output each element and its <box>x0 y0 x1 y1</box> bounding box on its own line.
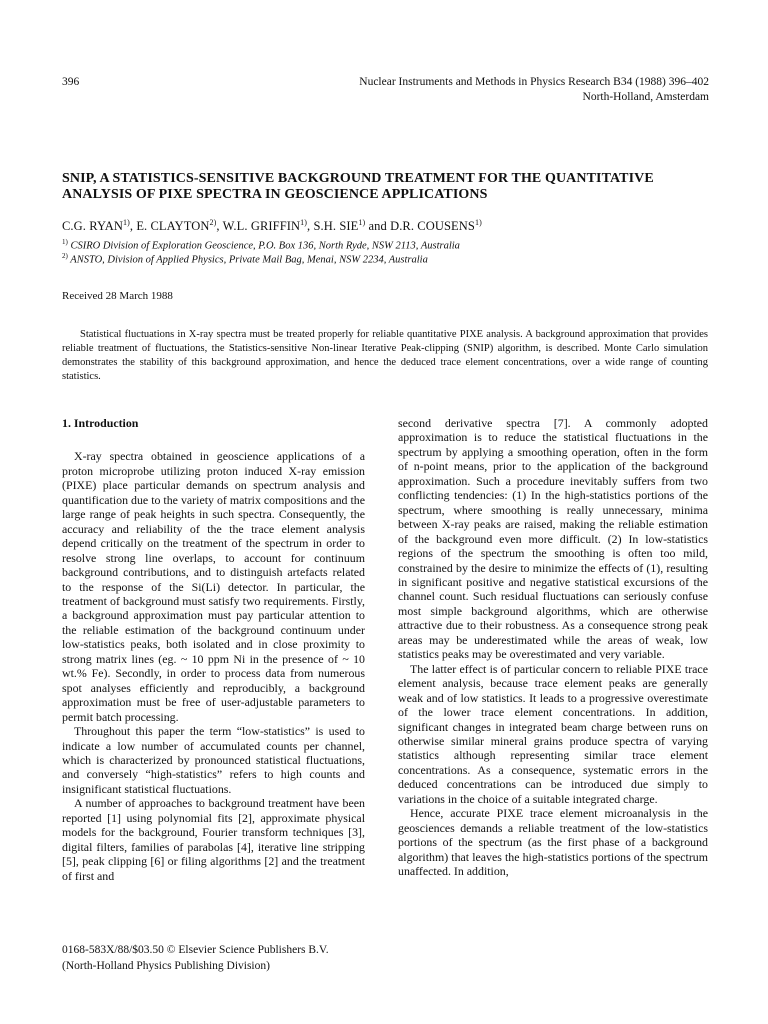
received-date: Received 28 March 1988 <box>62 290 173 302</box>
author-separator: , <box>129 219 137 234</box>
copyright-footer <box>62 942 329 974</box>
publisher-division: (North-Holland Physics Publishing Division) <box>62 960 270 972</box>
body-paragraph: Throughout this paper the term “low-statistics” is used to indicate a low number of accumulated counts per channel, which is characterized by pronounced statistical fluctuations, and conversely “high-statistics” refers to high counts and insignificant statistical fluctuations. <box>62 724 365 796</box>
body-paragraph: second derivative spectra [7]. A commonly adopted approximation is to reduce the statistical fluctuations in the spectrum by applying a smoothing operation, often in the form of n-point means, prior to the application of the background approximation. Such a procedure inevitably suffers from two conflicting tendencies: (1) In the high-statistics portions of the spectrum, where smoothing is really unnecessary, minima between X-ray peaks are raised, making the reliable estimation of the background even more difficult. (2) In low-statistics regions of the spectrum the smoothing is often too mild, constrained by the desire to minimize the effects of (1), resulting in significant positive and negative statistical excursions of the channel count. Such residual fluctuations can seriously confuse most simple background algorithms, which are otherwise attractive due to their robustness. As a consequence strong peak areas may be underestimated while the areas of weak, low statistics peaks may be overestimated and very variable. <box>398 416 708 662</box>
left-column <box>62 416 365 883</box>
body-paragraph: X-ray spectra obtained in geoscience applications of a proton microprobe utilizing proton induced X-ray emission (PIXE) place particular demands on spectrum analysis and quantification due to the variety of matrix compositions and the large range of peak heights in such spectra. Consequently, the accuracy and reliability of the the trace element analysis depend critically on the treatment of the spectrum in order to resolve strong line overlaps, to account for continuum background contributions, and to distinguish artefacts related to the response of the Si(Li) detector. In particular, the treatment of background must satisfy two requirements. Firstly, a background approximation must pay particular attention to the reliable estimation of the background continuum under low-statistics peaks, both isolated and in close proximity to strong matrix lines (eg. ~ 10 ppm Ni in the presence of ~ 10 wt.% Fe). Secondly, in order to process data from numerous spot analyses efficiently and reproducibly, a background approximation must be free of user-adjustable parameters to permit batch processing. <box>62 449 365 724</box>
body-paragraph: Hence, accurate PIXE trace element microanalysis in the geosciences demands a reliable treatment of the low-statistics portions of the spectrum (as the first phase of a background algorithm) that leaves the high-statistics portions of the spectrum unaffected. In addition, <box>398 806 708 879</box>
right-column <box>398 416 708 879</box>
author-affiliation-mark: 1) <box>358 218 366 227</box>
author: E. CLAYTON <box>136 219 210 234</box>
abstract: Statistical fluctuations in X-ray spectra must be treated properly for reliable quantitative PIXE analysis. A background approximation that provides reliable treatment of fluctuations, the Statistics-sensitive Non-linear Iterative Peak-clipping (SNIP) algorithm, is described. Monte Carlo simulation demonstrates the stability of this background approximation, and hence the deduced trace element concentrations, over a wide range of counting statistics. <box>62 329 708 382</box>
author-affiliation-mark: 1) <box>474 218 482 227</box>
body-paragraph: The latter effect is of particular concern to reliable PIXE trace element analysis, because trace element peaks are generally weak and of low statistics. It leads to a progressive overestimate of the lower trace element concentrations. In addition, significant changes in integrated beam charge between runs on otherwise similar mineral grains produce spectra of varying statistics although representing similar trace element concentrations. As a consequence, systematic errors in the deduced concentrations can be introduced due simply to variations in the choice of a suitable integrated charge. <box>398 661 708 806</box>
author-affiliation-mark: 1) <box>300 218 308 227</box>
page-number: 396 <box>62 76 80 88</box>
author: C.G. RYAN <box>62 219 123 234</box>
body-paragraph: A number of approaches to background treatment have been reported [1] using polynomial fits [2], approximate physical models for the background, Fourier transform techniques [3], digital filters, families of parabolas [4], iterative line stripping [5], peak clipping [6] or filing algorithms [2] and the treatment of first and <box>62 796 365 883</box>
affiliation-mark: 2) <box>62 252 68 260</box>
section-heading: 1. Introduction <box>62 416 139 430</box>
copyright-line: 0168-583X/88/$03.50 © Elsevier Science Publishers B.V. <box>62 944 329 956</box>
author-separator: , <box>307 219 314 234</box>
affiliation-text: CSIRO Division of Exploration Geoscience, P.O. Box 136, North Ryde, NSW 2113, Australia <box>70 240 460 252</box>
paper-title: SNIP, A STATISTICS-SENSITIVE BACKGROUND TREATMENT FOR THE QUANTITATIVE ANALYSIS OF PIXE SPECTRA IN GEOSCIENCE APPLICATIONS <box>62 171 654 202</box>
affiliation-mark: 1) <box>62 238 68 246</box>
author-list <box>62 218 482 234</box>
author: D.R. COUSENS <box>390 219 475 234</box>
author-affiliation-mark: 2) <box>209 218 217 227</box>
affiliation <box>62 252 428 266</box>
affiliation <box>62 238 460 252</box>
journal-header <box>359 75 709 105</box>
affiliation-text: ANSTO, Division of Applied Physics, Private Mail Bag, Menai, NSW 2234, Australia <box>70 254 428 266</box>
author: S.H. SIE <box>313 219 359 234</box>
journal-citation: Nuclear Instruments and Methods in Physics Research B34 (1988) 396–402 <box>359 76 709 88</box>
author: W.L. GRIFFIN <box>222 219 301 234</box>
publisher-location: North-Holland, Amsterdam <box>582 91 709 103</box>
author-separator: and <box>365 219 391 234</box>
author-affiliation-mark: 1) <box>122 218 130 227</box>
author-separator: , <box>216 219 223 234</box>
